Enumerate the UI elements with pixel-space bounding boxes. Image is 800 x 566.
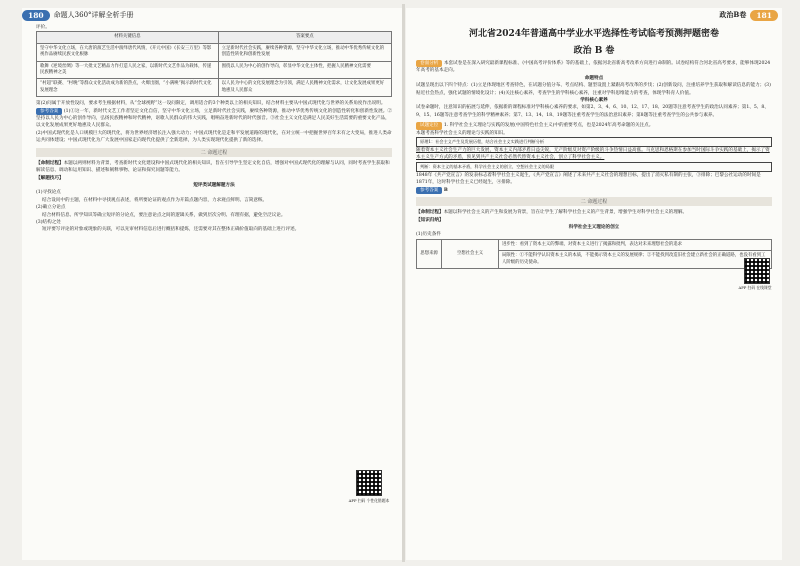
make-title: 【命制过程】 [416,210,444,216]
table-row [37,79,392,97]
qr-code-icon[interactable] [356,470,382,496]
table-cell: 歌舞《逆境丝绸》等一大批文艺精品力作打造人民之家，以新时代文艺作品为载体，传递民族精神之美 [37,61,219,79]
question1-point: 本题考查科学社会主义的理论与实践的知识。 [416,130,508,136]
qr-code-icon[interactable] [744,258,770,284]
section-band [416,197,772,206]
features-text: 试题呈现出以下四个特点：(1)立足体现地区考查特色，在试题分值分布、考点结构、题型设置上紧跟高考改革的步伐；(2)创新设问，注重培养学生获取和解读信息的能力；(3)贴近社会热点，强化试题的情境化设计；(4)关注核心素养，考查学生的学科核心素养，注重对学科思维能力的考查，体现学科育人价值。 [416,83,771,96]
tip2-text: 结合材料信息、所学知识等确立短评的分论点，要注意论点之间的逻辑关系，做到层次分明、有理有据，避免空泛议论。 [42,212,286,218]
exam-title: 河北省2024年普通高中学业水平选择性考试临考预测押题密卷 [468,29,720,39]
answer-2: (2)中国式现代化是人口规模巨大的现代化，将为世界经济增长注入强大动力；中国式现代化是走和平发展道路的现代化，在对立统一中把握世界百年未有之大变局，推进人类命运共同体建设；中国式现代化为广大发展中国家走向现代化提供了全新选择，为人类实现现代化提供了新的选择。 [36,130,392,144]
literacy-text: 试卷命题时，注意知识的拓展与延伸，依据新的课程标准对学科核心素养的要求，如第2、3、4、6、10、12、17、18、20题等注意考查学生的政治认同素养；第1、5、8、9、15、16题等注意考查学生的科学精神素养；第7、13、14、18、19题等注重考查学生的法治意识素养；第8题等注重考查学生的公共参与素养。 [416,105,769,118]
question1-text: 1. 科学社会主义理论与实践的发展(中国特色社会主义)中的重要考点，也是2024年高考命题的关注点。 [443,123,654,129]
answer-tag: 参考答案 [416,187,442,194]
principle-box-2: 判断：资本主义的基本矛盾，科学社会主义的创立，空想社会主义的局限 [416,162,772,172]
section-band-label: 二 命题过程 [200,149,228,156]
row-label: 思想来源 [417,239,442,268]
tip2-heading: (2)确立分论点 [36,205,66,211]
intro-text: 评价。 [36,25,50,30]
tip3-heading: (3)结构之处 [36,219,61,225]
table-row [37,61,392,79]
knowledge-table [416,239,772,269]
col-label: 空想社会主义 [442,239,499,268]
left-page [22,8,402,560]
book-spine [402,4,405,562]
right-page-number: 181 [750,10,778,21]
section-features: 命题特点 [584,75,604,81]
analysis-text: 本套试卷是在深入研究最新课程标准、《中国高考评价体系》等的基础上，依据河北省新高考改革方向进行命制的。试卷结构符合河北省高考要求，能够体现2024年高考的基本走向。 [416,61,771,74]
tips-heading: 短评类试题解题方法 [193,182,235,188]
material-table [36,31,392,97]
tip1-heading: (1)寻找论点 [36,190,61,196]
analysis-paragraph: 1848年《共产党宣言》的发表标志着科学社会主义诞生，《共产党宣言》阐述了未来共产主义社会的理想目标，提出了消灭私有制的主张，③排除；巴黎公社运动的时间是1871年，这时科学社会主义已经诞生，④排除。 [416,172,761,186]
table-header: 答案要点 [218,32,391,43]
answer-value: B [443,187,448,193]
tips-title: 【解题技巧】 [36,175,64,181]
exam-subtitle: 政治 B 卷 [573,46,615,56]
left-page-number: 180 [22,10,50,21]
right-header-title: 政治B卷 [719,10,747,19]
right-page [406,8,782,560]
table-cell: “村超”联赛、“村晚”等群众文化活动成为新的热点，火爆出圈，“小满唤”揭示新时代文化发展理念 [37,79,219,97]
knowledge-title: 【知识归纳】 [416,217,444,223]
analysis-tag: 卷面分析 [416,60,442,67]
knowledge-sub: (1)历史条件 [416,232,441,238]
section-band-label: 二 命题过程 [580,199,608,206]
principle-box-1: 原理1：社会主义产生及发展历程，结合社会主义实践进行判断分析 [416,137,772,147]
knowledge-heading: 科学社会主义理论的创立 [568,224,620,230]
section-literacy: 学科核心素养 [580,98,608,104]
tip1-text: 结合设问中的主题，在材料中寻找观点表述，将所要论证的观点作为开篇点题内容，力求观点鲜明、言简意赅。 [42,197,268,203]
make-text: 本题以科学社会主义的产生和发展为背景，旨在让学生了解科学社会主义的产生背景，增强学生对科学社会主义的理解。 [443,210,688,216]
right-header [406,8,782,22]
table-cell: 坚守中华文化立场，在大唐的演艺生活中演绎唐代风情，《开元中国》《长安三万里》等影视作品赓续民族文化根脉 [37,43,219,61]
table-row [417,239,772,250]
underlined-passage: 随着资本主义社会生产力的巨大发展，资本主义内部矛盾日益尖锐，无产阶级反对资产阶级的斗争热情日益高涨。马克思和恩格斯在参加当时国际斗争实践的基础上，揭示了资本主义生产方式的矛盾，预见到共产主义社会必然代替资本主义社会，创立了科学社会主义。 [416,148,770,161]
qr-label: APP 扫码 个性化错题本 [348,498,390,503]
left-header [22,8,402,22]
table-cell: 以人民为中心的文化发展理念为引领，满足人民精神文化需求，让文化发展成果更好地惠及人民群众 [218,79,391,97]
table-cell: 进步性：看到了资本主义的弊端，对资本主义进行了揭露和批判，表达对未来理想社会的追求 [499,239,772,250]
reference-answer-tag: 参考答案 [36,108,62,115]
process-text: 本题以两则材料为背景，考查新时代文化建设和中国式现代化的相关知识，旨在引导学生坚定文化自信，增强对中国式现代化的理解与认同，同时考查学生获取和解读信息、调动和运用知识、描述和阐释事物、论证和探究问题等能力。 [36,160,390,174]
table-row [37,43,392,61]
para-question2: 第(2)问属于开放性设问，要求考生根据材料，从“全球视野”这一设问限定，调用适合的3个种类以上的相关知识，结合材料主要从中国式现代化与世界的关系角度作出说明。 [36,101,386,107]
table-cell: 立足新时代社会实践，赓续各种资源，坚守中华文化立场，推动中华优秀传统文化的创造性转化和创新性发展 [218,43,391,61]
process-title: 【命制过程】 [36,160,64,166]
answer-1: (1)①这一年，新时代文艺工作者坚定文化自信，坚守中华文化立场，立足新时代社会实践，赓续各种资源，推动中华优秀传统文化的创造性转化和创新性发展。②坚持以人民为中心的创作导向，弘扬民族精神和时代精神，讴歌人民群众的伟大实践，唱响奋进新时代的时代强音。③社会主义文化是满足人民美好生活需要的重要文化产品，以文化发展成果更好地惠及人民群众。 [36,108,392,129]
table-cell: 围绕以人民为中心的创作导向，彰显中华文化主体性，把握人民精神文化需要 [218,61,391,79]
question-position-tag: 试题定位 [416,122,442,129]
tip3-text: 短评要写评论的对象或现象的关联，可以先审材料信息后进行概括和提炼，还需要对其在整体正确价值取向的基础上进行评述。 [42,227,300,233]
qr-label: APP 扫码 在线课堂 [738,285,772,290]
table-cell: 局限性：①不能科学认识资本主义的本质，不能揭示资本主义的发展规律；②不能找到改造旧社会建立新社会的正确道路，也没有看到工人阶级的历史使命。 [499,251,772,269]
section-band [36,148,392,157]
table-header: 材料关键信息 [37,32,219,43]
left-header-title: 命题人360°详解全析手册 [53,11,134,19]
